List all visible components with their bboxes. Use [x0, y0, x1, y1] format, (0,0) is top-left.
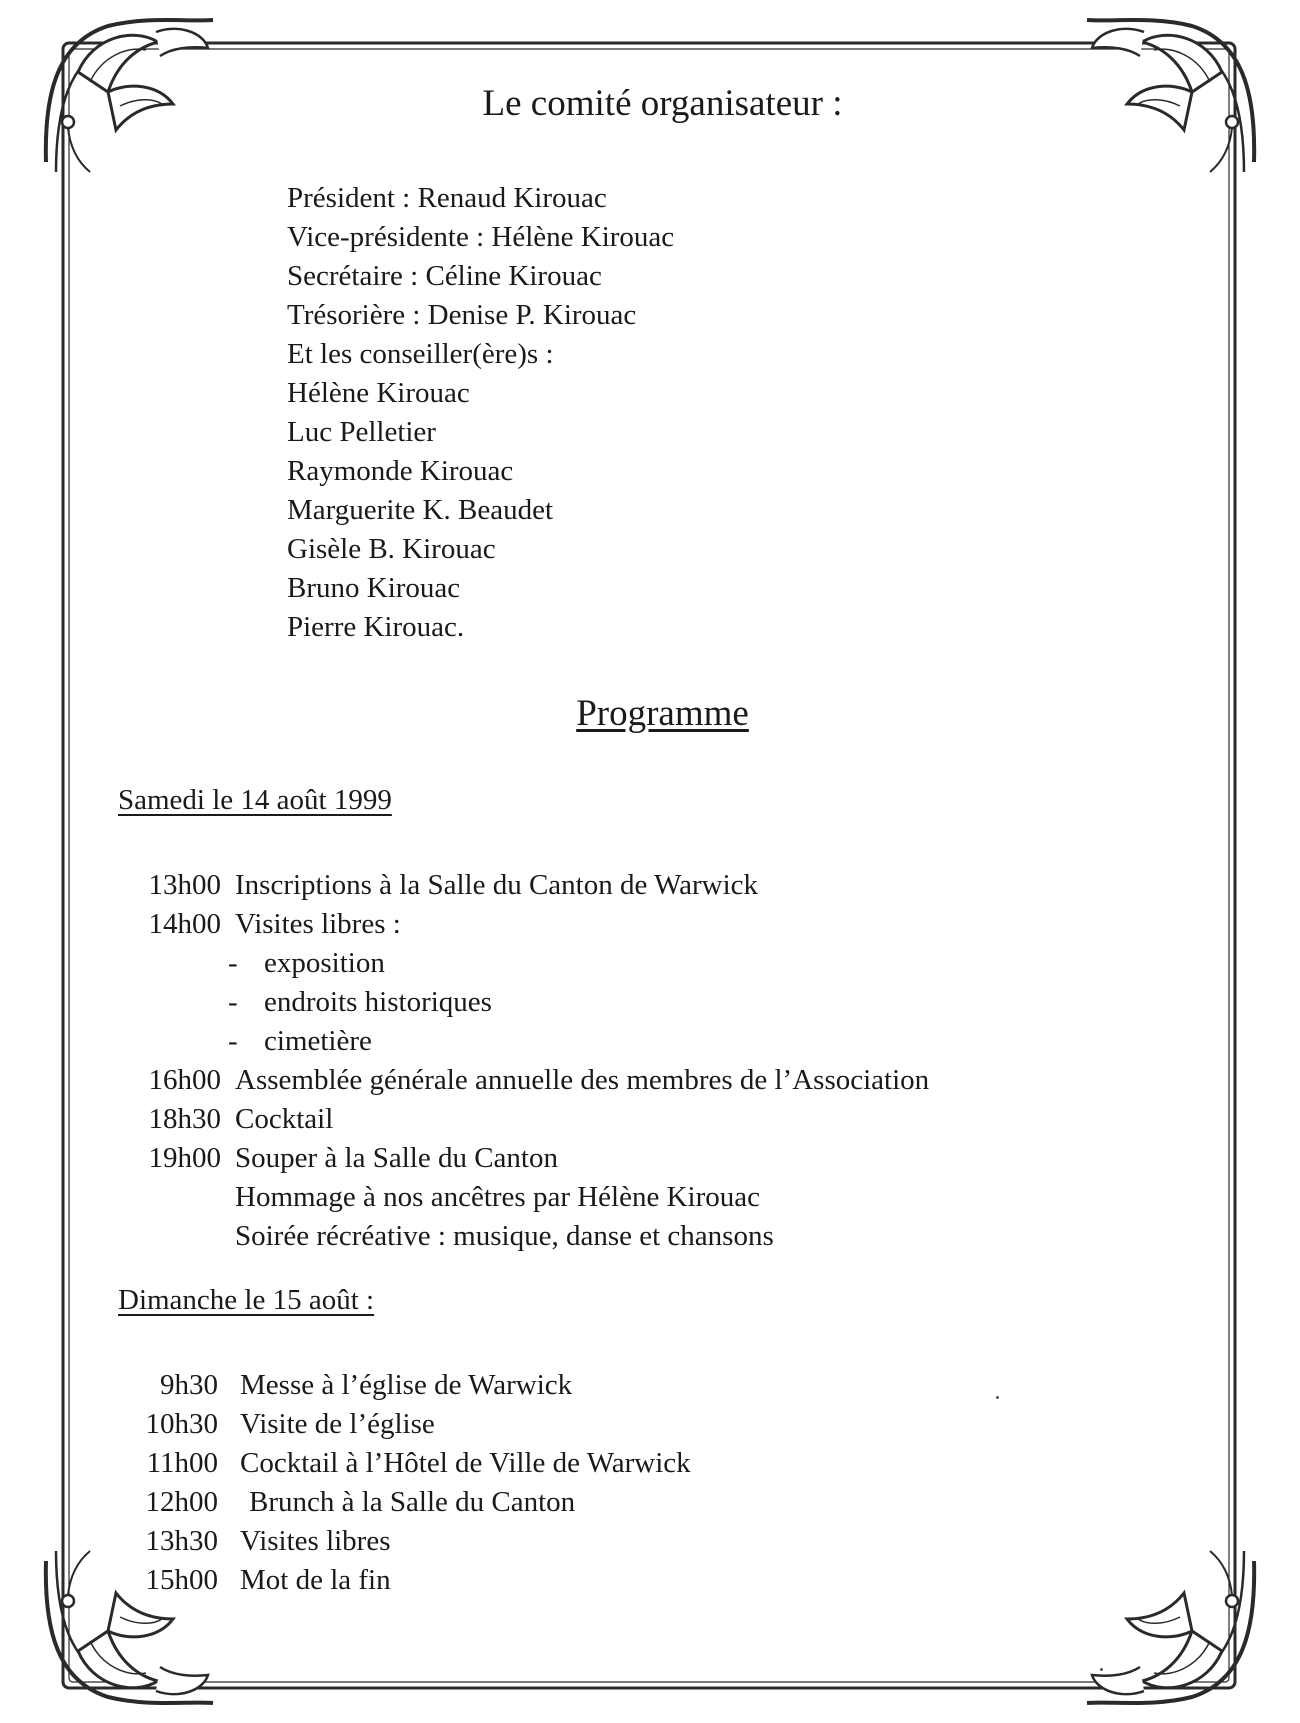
- saturday-title: Samedi le 14 août 1999: [118, 784, 392, 816]
- committee-member: Luc Pelletier: [287, 416, 436, 448]
- dash-bullet: -: [228, 1025, 238, 1057]
- event-time: 19h00: [148, 1142, 221, 1174]
- committee-member: Gisèle B. Kirouac: [287, 533, 496, 565]
- event-activity: Cocktail à l’Hôtel de Ville de Warwick: [240, 1447, 691, 1479]
- event-time: 16h00: [148, 1064, 221, 1096]
- schedule-row: [118, 1061, 929, 1100]
- dash-bullet: -: [228, 947, 238, 979]
- event-activity: Brunch à la Salle du Canton: [249, 1486, 576, 1518]
- visit-item: [118, 1022, 929, 1061]
- committee-member: Marguerite K. Beaudet: [287, 494, 554, 526]
- committee-list: [287, 179, 674, 647]
- schedule-row: [130, 1405, 691, 1444]
- event-activity: Messe à l’église de Warwick: [240, 1369, 573, 1401]
- visit-item-label: exposition: [264, 947, 385, 979]
- programme-heading: Programme: [576, 693, 749, 734]
- sunday-schedule: [130, 1366, 691, 1600]
- committee-member: Bruno Kirouac: [287, 572, 461, 604]
- event-time: 13h30: [145, 1525, 218, 1557]
- event-activity: Visites libres: [240, 1525, 391, 1557]
- schedule-row: [118, 1139, 929, 1178]
- event-activity: Souper à la Salle du Canton: [235, 1142, 558, 1174]
- event-time: 10h30: [145, 1408, 218, 1440]
- visit-item-label: endroits historiques: [264, 986, 492, 1018]
- evening-note: Soirée récréative : musique, danse et chansons: [235, 1220, 774, 1252]
- schedule-row: [118, 866, 929, 905]
- scan-speck: [1100, 1668, 1103, 1671]
- visit-item: [118, 944, 929, 983]
- event-activity: Assemblée générale annuelle des membres de l’Association: [235, 1064, 930, 1096]
- schedule-row: [118, 1100, 929, 1139]
- committee-member: Trésorière : Denise P. Kirouac: [287, 299, 637, 331]
- committee-title: Le comité organisateur :: [482, 83, 843, 124]
- committee-member: Et les conseiller(ère)s :: [287, 338, 554, 370]
- schedule-row: [130, 1366, 691, 1405]
- event-activity: Visites libres :: [235, 908, 401, 940]
- schedule-row: [130, 1522, 691, 1561]
- schedule-row: [130, 1561, 691, 1600]
- visit-item: [118, 983, 929, 1022]
- committee-member: Secrétaire : Céline Kirouac: [287, 260, 602, 292]
- event-activity: Mot de la fin: [240, 1564, 391, 1596]
- schedule-row: [118, 905, 929, 944]
- scan-speck: [996, 1396, 999, 1399]
- event-activity: Inscriptions à la Salle du Canton de Warwick: [235, 869, 759, 901]
- evening-note: Hommage à nos ancêtres par Hélène Kirouac: [235, 1181, 760, 1213]
- schedule-row: [130, 1483, 691, 1522]
- event-time: 14h00: [148, 908, 221, 940]
- event-time: 9h30: [160, 1369, 218, 1401]
- committee-member: Hélène Kirouac: [287, 377, 470, 409]
- committee-member: Pierre Kirouac.: [287, 611, 465, 643]
- saturday-schedule: [118, 866, 929, 1256]
- sunday-title: Dimanche le 15 août :: [118, 1284, 375, 1316]
- committee-member: Raymonde Kirouac: [287, 455, 514, 487]
- committee-member: Président : Renaud Kirouac: [287, 182, 607, 214]
- dash-bullet: -: [228, 986, 238, 1018]
- visit-item-label: cimetière: [264, 1025, 372, 1057]
- event-time: 13h00: [148, 869, 221, 901]
- event-time: 11h00: [146, 1447, 218, 1479]
- event-time: 12h00: [145, 1486, 218, 1518]
- committee-member: Vice-présidente : Hélène Kirouac: [287, 221, 675, 253]
- event-activity: Visite de l’église: [240, 1408, 435, 1440]
- schedule-row: [130, 1444, 691, 1483]
- event-activity: Cocktail: [235, 1103, 334, 1135]
- event-time: 18h30: [148, 1103, 221, 1135]
- event-time: 15h00: [145, 1564, 218, 1596]
